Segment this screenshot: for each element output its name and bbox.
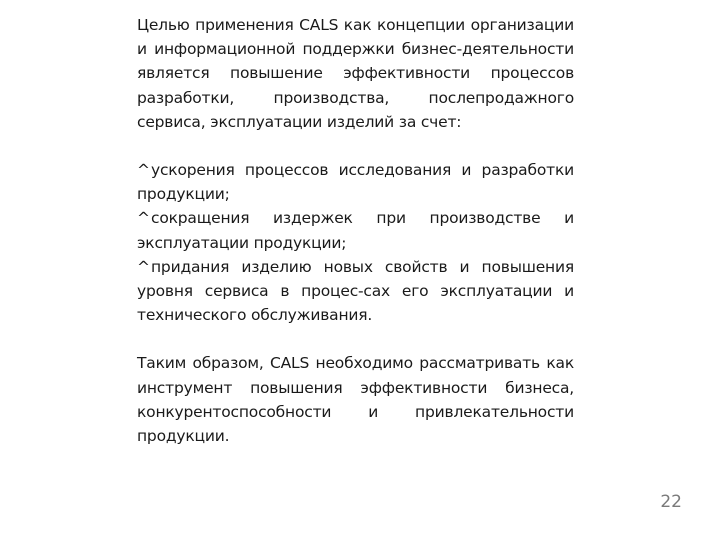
intro-paragraph: Целью применения CALS как концепции организации и информационной поддержки бизнес-деятельности является повышение эффективности процессов разработки, производства, послепродажного сервиса, эксплуатации изделий за счет: [137, 16, 574, 131]
bullet-marker: ^ [137, 257, 150, 276]
bullet-text: сокращения издержек при производстве и эксплуатации продукции; [137, 209, 574, 252]
conclusion-paragraph: Таким образом, CALS необходимо рассматривать как инструмент повышения эффективности бизнеса, конкурентоспособности и привлекательности продукции. [137, 354, 574, 446]
bullet-list [137, 158, 574, 327]
list-item [137, 255, 574, 328]
bullet-text: ускорения процессов исследования и разработки продукции; [137, 161, 574, 204]
page-number: 22 [660, 492, 682, 512]
list-item [137, 158, 574, 206]
bullet-text: придания изделию новых свойств и повышения уровня сервиса в процес-сах его эксплуатации и технического обслуживания. [137, 257, 574, 325]
list-item [137, 206, 574, 254]
bullet-marker: ^ [137, 209, 150, 228]
slide-body [137, 13, 574, 448]
bullet-marker: ^ [137, 161, 150, 180]
